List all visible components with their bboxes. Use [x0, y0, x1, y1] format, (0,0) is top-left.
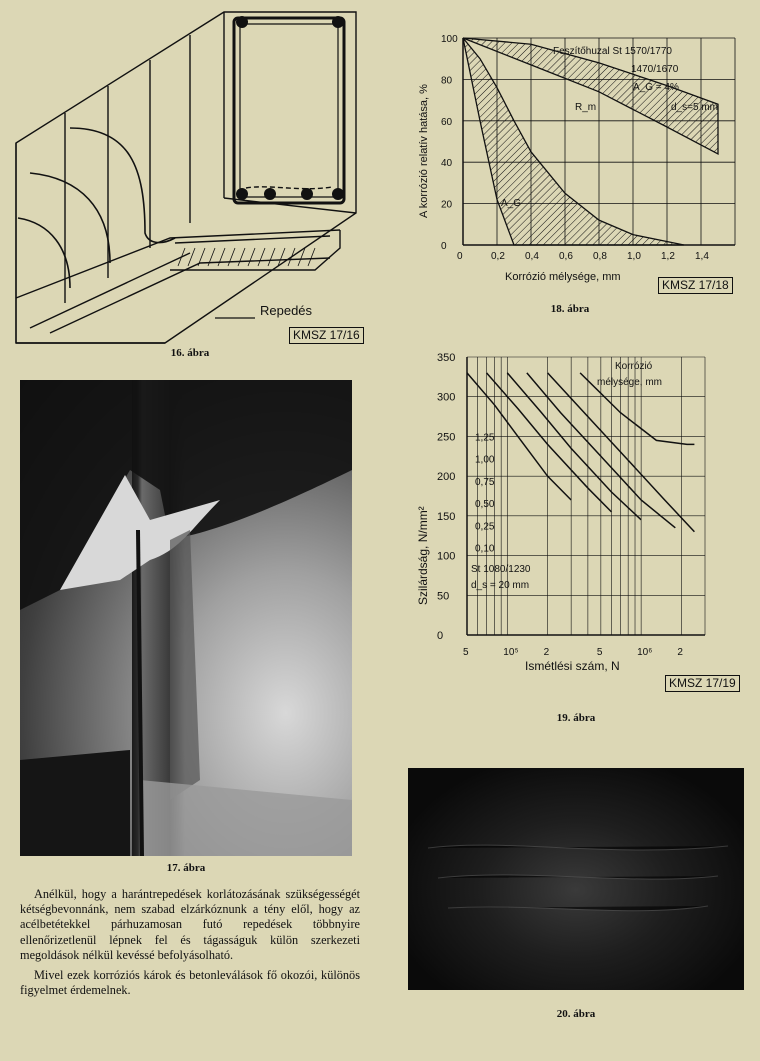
fig16-crack-label: Repedés	[260, 303, 313, 318]
fig20-photo	[408, 768, 744, 990]
fig18-xlabel: Korrózió mélysége, mm	[505, 271, 621, 283]
fig18-legend-1: Feszítőhuzal St 1570/1770	[553, 46, 672, 57]
fig18-legend-3: A_G = 4%	[633, 82, 679, 93]
fig18-x-tick: 0,4	[525, 251, 539, 262]
fig19-x-tick: 5	[463, 647, 469, 658]
fig18-caption: 18. ábra	[550, 303, 590, 315]
fig18-y-tick: 80	[441, 75, 453, 87]
fig19-y-tick: 50	[437, 590, 450, 603]
fig19-series-label-5: 0,10	[475, 543, 495, 555]
fig19-x-tick: 10⁵	[503, 647, 519, 658]
fig18-curve-rm: R_m	[575, 102, 597, 113]
fig19-series-1	[487, 373, 612, 512]
fig19-ref-box: KMSZ 17/19	[665, 675, 740, 692]
fig19-y-tick: 0	[437, 630, 444, 642]
fig18-legend-4: d_s=5 mm	[671, 102, 718, 113]
fig19-series-label-3: 0,50	[475, 499, 495, 511]
fig18-chart	[405, 8, 750, 298]
fig19-x-tick: 5	[596, 647, 603, 658]
fig19-x-tick: 10⁶	[637, 647, 653, 658]
fig18-x-tick: 0,2	[491, 251, 505, 262]
fig18-y-tick: 20	[441, 199, 453, 211]
fig19-x-tick: 2	[543, 647, 550, 658]
fig16-caption: 16. ábra	[170, 347, 210, 359]
fig19-series-label-2: 0,75	[475, 476, 495, 488]
fig19-ylabel: Szilárdság, N/mm²	[416, 506, 430, 605]
fig19-caption: 19. ábra	[556, 712, 596, 724]
fig18-x-tick: 0	[457, 251, 463, 262]
fig17-caption: 17. ábra	[166, 862, 206, 874]
fig19-y-tick: 350	[437, 352, 456, 364]
fig18-ref-box: KMSZ 17/18	[658, 277, 733, 294]
fig19-series-2	[507, 373, 641, 520]
fig16-drawing	[10, 8, 370, 348]
fig19-series-label-1: 1,00	[475, 454, 495, 466]
fig19-y-tick: 250	[437, 431, 456, 444]
fig18-ylabel: A korrózió relatív hatása, %	[418, 84, 430, 218]
fig18-x-tick: 1,0	[627, 251, 641, 262]
fig19-y-tick: 300	[437, 391, 456, 404]
fig18-x-tick: 0,8	[593, 251, 607, 262]
fig17-photo	[20, 380, 352, 856]
fig19-steel-2: d_s = 20 mm	[471, 580, 530, 591]
fig18-x-tick: 0,6	[559, 251, 573, 262]
fig19-y-tick: 200	[437, 471, 456, 484]
fig20-caption: 20. ábra	[556, 1008, 596, 1020]
fig19-xlabel: Ismétlési szám, N	[525, 659, 620, 673]
fig18-y-tick: 60	[441, 116, 453, 128]
body-text	[20, 887, 360, 1003]
fig19-y-tick: 150	[437, 510, 456, 523]
fig18-y-tick: 40	[441, 158, 453, 170]
fig19-series-label-4: 0,25	[475, 521, 495, 533]
fig18-y-tick: 0	[441, 241, 447, 252]
fig19-steel-1: St 1080/1230	[471, 564, 531, 575]
fig19-y-tick: 100	[437, 550, 456, 563]
fig19-legend-title-1: Korrózió	[615, 361, 653, 372]
body-paragraph-1: Anélkül, hogy a harántrepedések korlátozásának szükségességét kétségbevonnánk, nem szabad elzárkóznunk a tény elől, hogy az acélbetétekkel párhuzamosan futó repedések többnyire ellenőrizetlenül lépnek fel és tágasságuk külön szerkezeti megoldások nélkül kevéssé befolyásolható.	[20, 887, 360, 962]
fig19-chart	[405, 345, 750, 695]
fig18-curve-ag: A_G	[501, 198, 522, 209]
fig19-series-label-0: 1,25	[475, 432, 495, 444]
fig19-x-tick: 2	[677, 647, 683, 658]
fig18-legend-2: 1470/1670	[631, 64, 679, 75]
fig19-legend-title-2: mélysége, mm	[597, 377, 663, 388]
fig18-y-tick: 100	[441, 34, 458, 45]
body-paragraph-2: Mivel ezek korróziós károk és betonleválások fő okozói, különös figyelmet érdemelnek.	[20, 968, 360, 998]
fig16-ref-box: KMSZ 17/16	[289, 327, 364, 344]
fig18-x-tick: 1,2	[661, 251, 675, 262]
fig18-x-tick: 1,4	[695, 251, 709, 262]
